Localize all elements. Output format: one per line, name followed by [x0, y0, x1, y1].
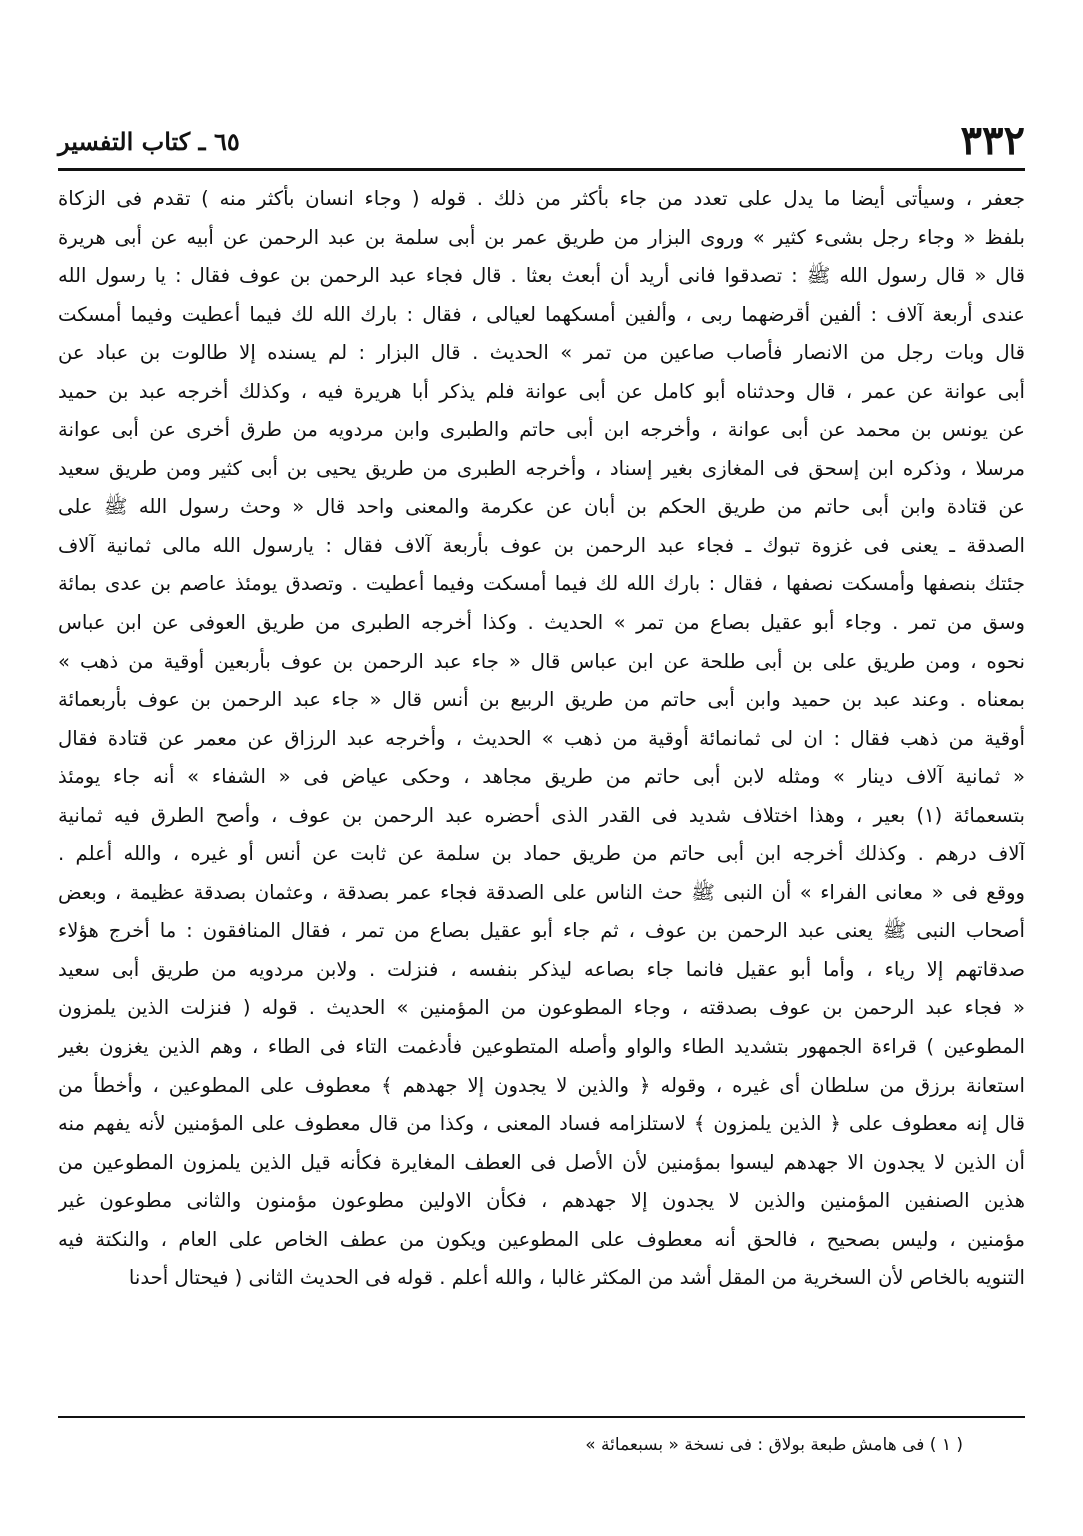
text-line: التنويه بالخاص لأن السخرية من المقل أشد من المكثر غالبا ، والله أعلم . قوله فى الحديث الثانى ( فيحتال أحدنا	[128, 1266, 1025, 1290]
text-line: « ثمانية آلاف دينار » ومثله لابن أبى حاتم من طريق مجاهد ، وحكى عياض فى « الشفاء » أنه جاء يومئذ	[58, 765, 1025, 789]
text-line: صدقاتهم إلا رياء ، وأما أبو عقيل فانما جاء بصاعه ليذكر بنفسه ، فنزلت . ولابن مردويه من طريق أبى سعيد	[58, 957, 1025, 981]
text-line: آلاف درهم . وكذلك أخرجه ابن أبى حاتم من طريق حماد بن سلمة عن ثابت عن أنس أو غيره ، والله أعلم .	[58, 842, 1025, 866]
text-line: عندى أربعة آلاف : ألفين أقرضهما ربى ، وألفين أمسكهما لعيالى ، فقال : بارك الله لك فيما أعطيت وفيما أمسكت	[58, 302, 1025, 326]
text-line: نحوه ، ومن طريق على بن أبى طلحة عن ابن عباس قال « جاء عبد الرحمن بن عوف بأربعين أوقية من ذهب »	[58, 649, 1025, 673]
page-number: ٣٣٢	[960, 117, 1025, 164]
text-line: أبى عوانة عن عمر ، قال وحدثناه أبو كامل عن أبى عوانة فلم يذكر أبا هريرة فيه ، وكذلك أخرجه عبد بن حميد	[58, 379, 1025, 403]
footnote-rule	[58, 1416, 1025, 1418]
text-line: « فجاء عبد الرحمن بن عوف بصدقته ، وجاء المطوعون من المؤمنين » الحديث . قوله ( فنزلت الذين يلمزون	[58, 996, 1025, 1020]
footnote: ( ١ ) فى هامش طبعة بولاق : فى نسخة « بسبعمائة »	[585, 1435, 963, 1455]
text-line: قال وبات رجل من الانصار فأصاب صاعين من تمر » الحديث . قال البزار : لم يسنده إلا طالوت بن عباد عن	[58, 341, 1025, 365]
text-line: بتسعمائة (١) بعير ، وهذا اختلاف شديد فى القدر الذى أحضره عبد الرحمن بن عوف ، وأصح الطرق فيه ثمانية	[58, 803, 1025, 827]
text-line: عن قتادة وابن أبى حاتم من طريق الحكم بن أبان عن عكرمة والمعنى واحد قال « وحث رسول الله ﷺ على	[58, 495, 1025, 519]
text-line: جئتك بنصفها وأمسكت نصفها ، فقال : بارك الله لك فيما أمسكت وفيما أعطيت . وتصدق يومئذ عاصم بن عدى بمائة	[58, 572, 1025, 596]
text-line: ووقع فى « معانى الفراء » أن النبى ﷺ حث الناس على الصدقة فجاء عمر بصدقة ، وعثمان بصدقة عظيمة ، وبعض	[58, 880, 1025, 904]
text-line: مرسلا ، وذكره ابن إسحق فى المغازى بغير إسناد ، وأخرجه الطبرى من طريق يحيى بن أبى كثير ومن طريق سعيد	[58, 456, 1025, 480]
text-line: أصحاب النبى ﷺ يعنى عبد الرحمن بن عوف ، ثم جاء أبو عقيل بصاع من تمر ، فقال المنافقون : ما أخرج هؤلاء	[58, 919, 1025, 943]
text-line: أوقية من ذهب فقال : ان لى ثمانمائة أوقية من ذهب » الحديث ، وأخرجه عبد الرزاق عن معمر عن قتادة فقال	[58, 726, 1025, 750]
text-line: جعفر ، وسيأتى أيضا ما يدل على تعدد من جاء بأكثر من ذلك . قوله ( وجاء انسان بأكثر منه ) تقدم فى الزكاة	[58, 187, 1025, 210]
page-header	[58, 118, 1025, 164]
text-line: الصدقة ـ يعنى فى غزوة تبوك ـ فجاء عبد الرحمن بن عوف بأربعة آلاف فقال : يارسول الله مالى ثمانية آلاف	[58, 533, 1025, 557]
header-rule	[58, 168, 1025, 171]
text-line: قال إنه معطوف على ﴿ الذين يلمزون ﴾ لاستلزامه فساد المعنى ، وكذا من قال معطوف على المؤمنين لأنه يفهم منه	[58, 1112, 1025, 1136]
text-line: المطوعين ) قراءة الجمهور بتشديد الطاء والواو وأصله المتطوعين فأدغمت التاء فى الطاء ، وهم الذين يغزون بغير	[58, 1035, 1025, 1059]
text-line: استعانة برزق من سلطان أى غيره ، وقوله ﴿ والذين لا يجدون إلا جهدهم ﴾ معطوف على المطوعين ، وأخطأ من	[58, 1073, 1025, 1097]
text-line: أن الذين لا يجدون الا جهدهم ليسوا بمؤمنين لأن الأصل فى العطف المغايرة فكأنه قيل الذين يلمزون المطوعين من	[58, 1150, 1025, 1174]
running-title: ٦٥ ـ كتاب التفسير	[58, 127, 240, 156]
text-line: بمعناه . وعند عبد بن حميد وابن أبى حاتم من طريق الربيع بن أنس قال « جاء عبد الرحمن بن عوف بأربعمائة	[58, 688, 1025, 712]
text-line: عن يونس بن محمد عن أبى عوانة ، وأخرجه ابن أبى حاتم والطبرى وابن مردويه من طرق أخرى عن أبى عوانة	[58, 418, 1025, 442]
body-text	[58, 180, 1025, 1298]
text-line: وسق من تمر . وجاء أبو عقيل بصاع من تمر » الحديث . وكذا أخرجه الطبرى من طريق العوفى عن ابن عباس	[58, 611, 1025, 635]
text-line: بلفظ « وجاء رجل بشىء كثير » وروى البزار من طريق عمر بن أبى سلمة بن عبد الرحمن عن أبيه عن أبى هريرة	[58, 225, 1025, 249]
text-line: مؤمنين ، وليس بصحيح ، فالحق أنه معطوف على المطوعين ويكون من عطف الخاص على العام ، والنكتة فيه	[58, 1227, 1025, 1251]
text-line: قال « قال رسول الله ﷺ : تصدقوا فانى أريد أن أبعث بعثا . قال فجاء عبد الرحمن بن عوف فقال : يا رسول الله	[58, 264, 1025, 288]
text-line: هذين الصنفين المؤمنين والذين لا يجدون إلا جهدهم ، فكأن الاولين مطوعون مؤمنون والثانى مطوعون غير	[58, 1189, 1025, 1213]
